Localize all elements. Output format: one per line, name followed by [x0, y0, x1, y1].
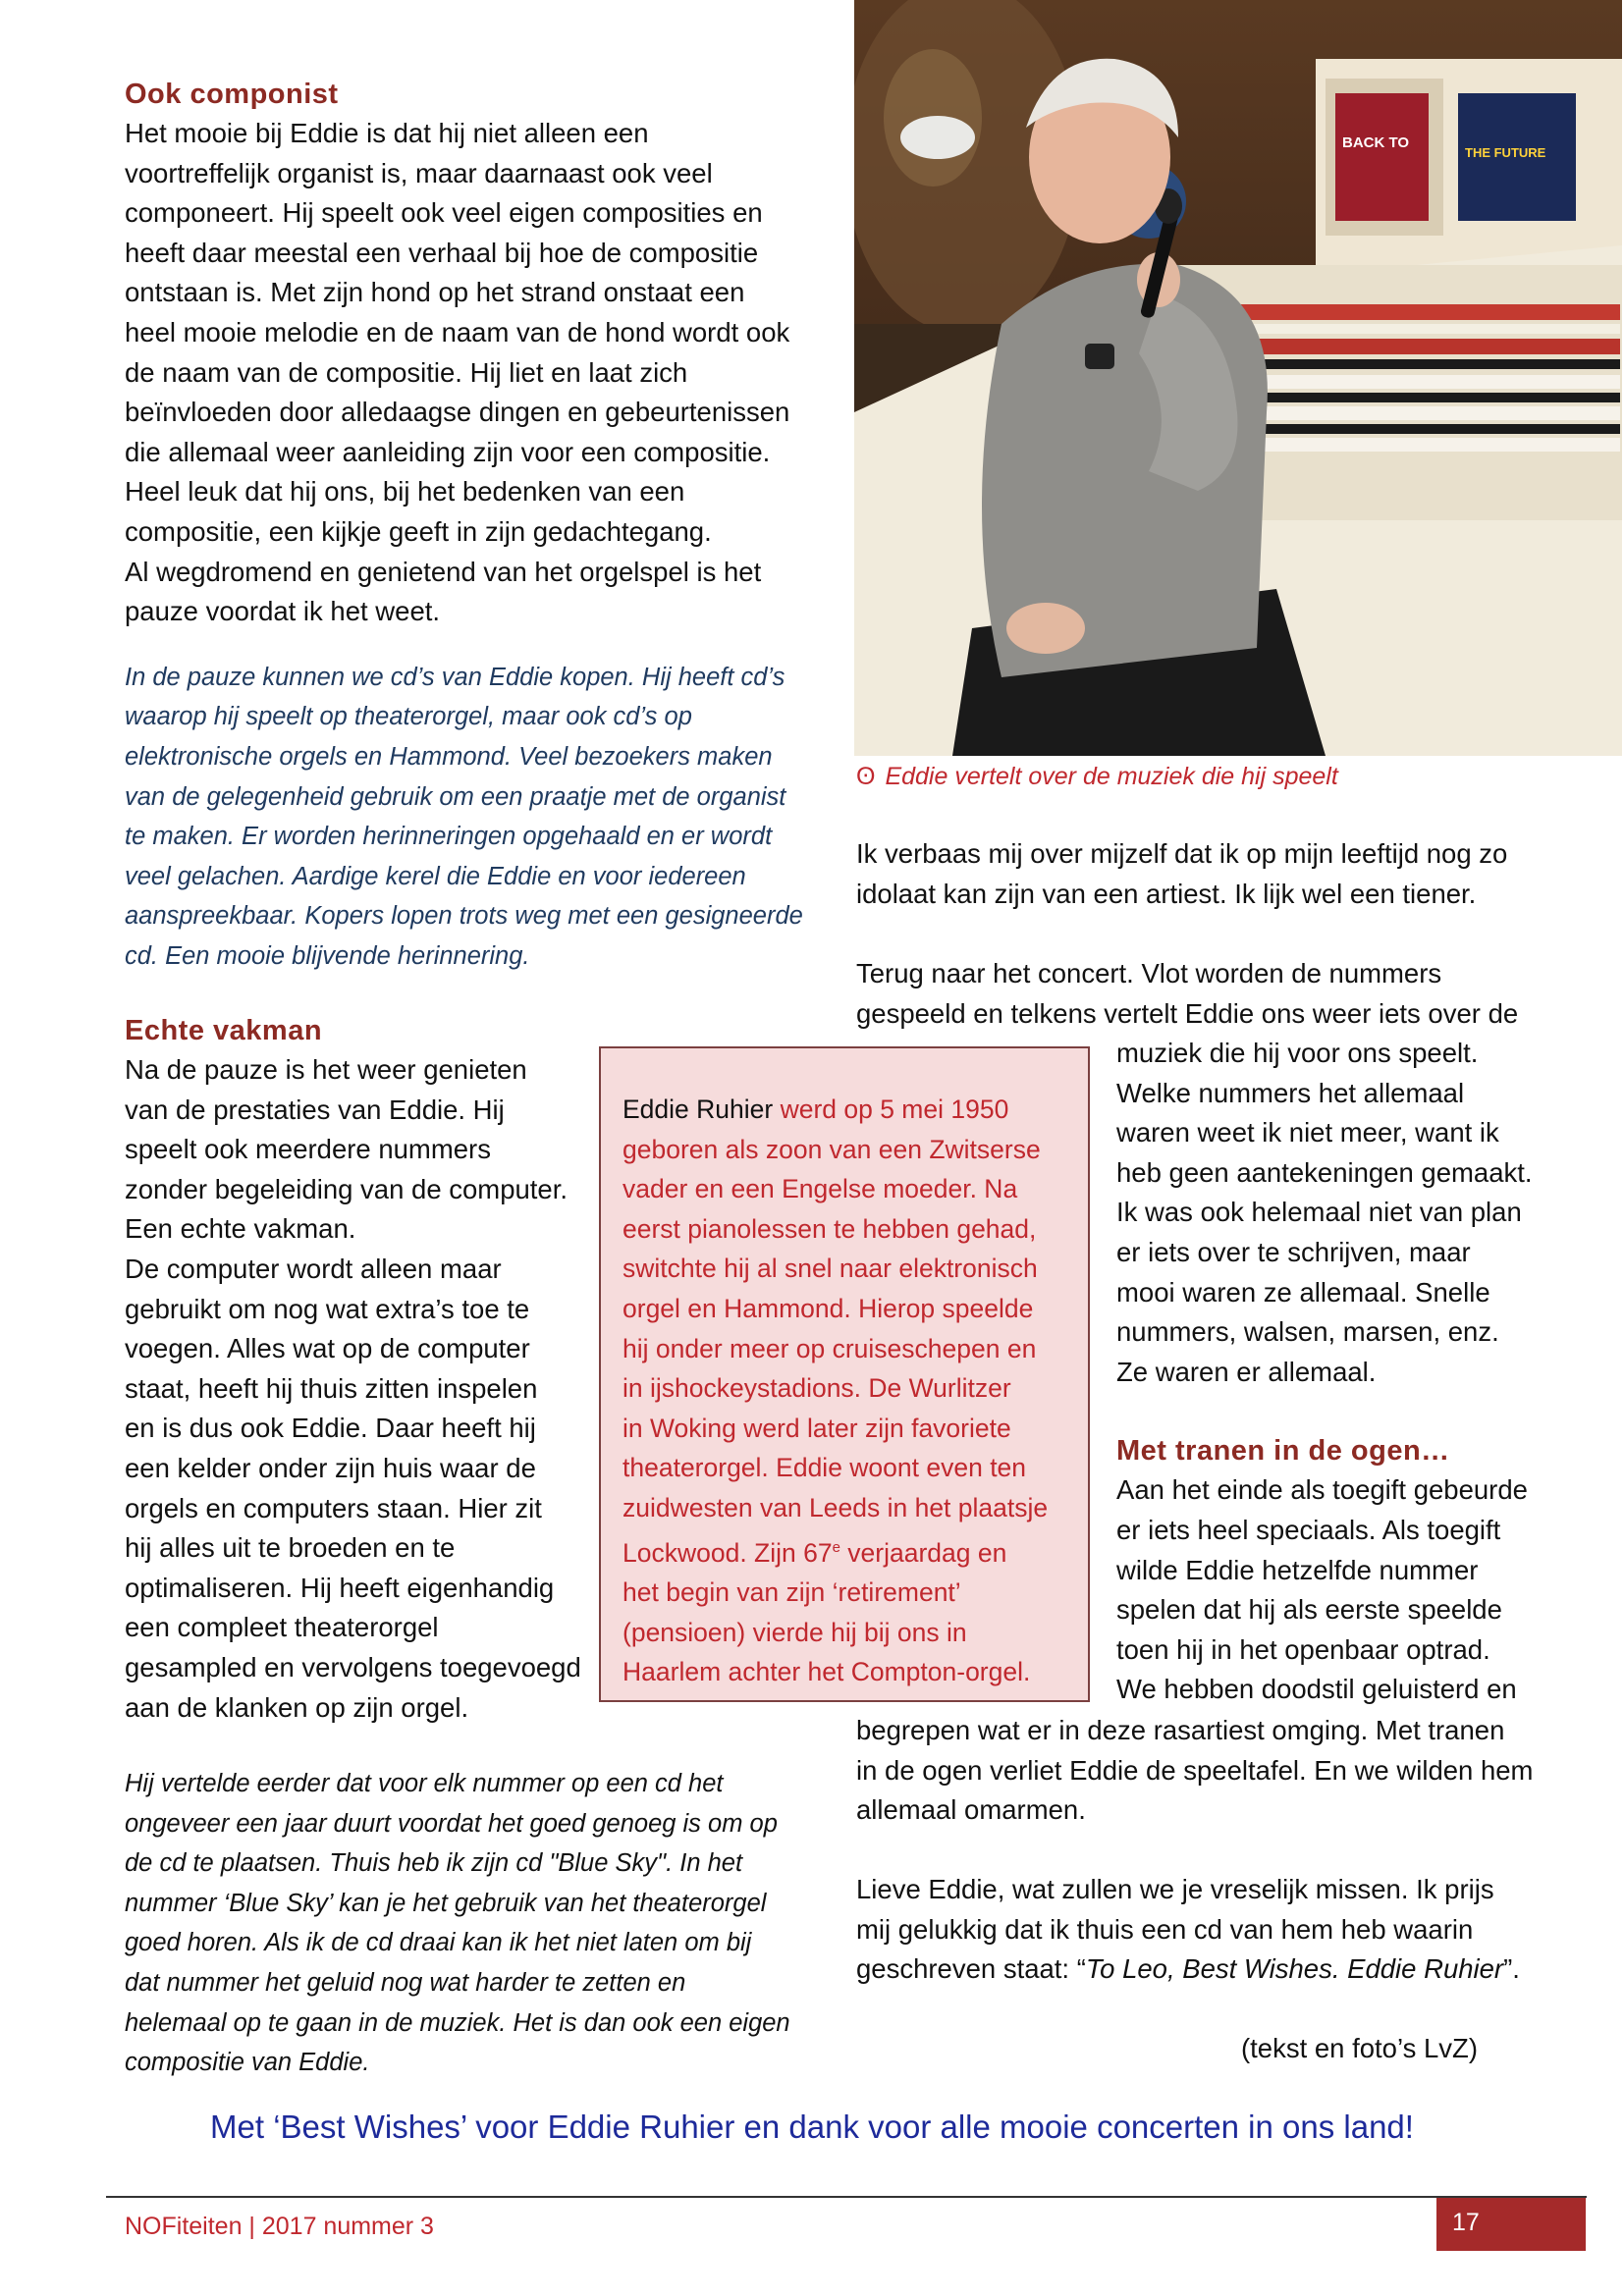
text-line: idolaat kan zijn van een artiest. Ik lijk wel een tiener. [856, 878, 1477, 909]
text-line: in de ogen verliet Eddie de speeltafel. En we wilden hem [856, 1754, 1534, 1786]
caption-icon: ʘ [856, 763, 876, 790]
right-para-2-narrow [1116, 1034, 1568, 1710]
section-echte-vakman [125, 1011, 586, 1728]
italic-line: te maken. Er worden herinneringen opgehaald en er wordt [125, 823, 773, 851]
text-line: aan de klanken op zijn orgel. [125, 1691, 469, 1723]
text-line: Lieve Eddie, wat zullen we je vreselijk missen. Ik prijs [856, 1874, 1494, 1904]
text-line: optimaliseren. Hij heeft eigenhandig [125, 1572, 555, 1603]
italic-line: nummer ‘Blue Sky’ kan je het gebruik van het theaterorgel [125, 1889, 767, 1917]
text-line: beïnvloeden door alledaagse dingen en gebeurtenissen [125, 397, 790, 428]
sidebar-line: geboren als zoon van een Zwitserse [623, 1134, 1041, 1164]
text-line: compositie, een kijkje geeft in zijn gedachtegang. [125, 515, 712, 547]
text-fragment: geschreven staat: “ [856, 1953, 1086, 1985]
text-line: en is dus ook Eddie. Daar heeft hij [125, 1413, 536, 1444]
italic-line: ongeveer een jaar duurt voordat het goed genoeg is om op [125, 1809, 778, 1838]
text-line: toen hij in het openbaar optrad. [1116, 1633, 1490, 1665]
italic-line: cd. Een mooie blijvende herinnering. [125, 941, 530, 970]
sidebar-line: verjaardag en [839, 1537, 1007, 1568]
text-line: ontstaan is. Met zijn hond op het strand onstaat een [125, 277, 745, 308]
text-line: hij alles uit te broeden en te [125, 1532, 456, 1564]
sidebar-line: het begin van zijn ‘retirement’ [623, 1576, 961, 1607]
text-line: allemaal omarmen. [856, 1794, 1086, 1826]
signature-quote: To Leo, Best Wishes. Eddie Ruhier [1085, 1953, 1504, 1985]
section2-italic-paragraph [125, 1764, 832, 2083]
text-line: van de prestaties van Eddie. Hij [125, 1094, 505, 1125]
text-line: Een echte vakman. [125, 1213, 356, 1245]
text-line: mooi waren ze allemaal. Snelle [1116, 1276, 1490, 1308]
text-line: heel mooie melodie en de naam van de hond wordt ook [125, 316, 790, 347]
sidebar-line: eerst pianolessen te hebben gehad, [623, 1213, 1037, 1244]
sidebar-line: switchte hij al snel naar elektronisch [623, 1254, 1038, 1284]
text-line: spelen dat hij als eerste speelde [1116, 1594, 1502, 1626]
text-line: staat, heeft hij thuis zitten inspelen [125, 1372, 538, 1404]
italic-line: aanspreekbaar. Kopers lopen trots weg met een gesigneerde [125, 902, 803, 931]
text-line: muziek die hij voor ons speelt. [1116, 1038, 1479, 1068]
page-number: 17 [1436, 2198, 1586, 2251]
italic-line: van de gelegenheid gebruik om een praatje met de organist [125, 782, 786, 811]
italic-line: compositie van Eddie. [125, 2049, 370, 2077]
italic-line: waarop hij speelt op theaterorgel, maar ook cd’s op [125, 703, 692, 731]
italic-line: Hij vertelde eerder dat voor elk nummer op een cd het [125, 1770, 724, 1797]
text-line: gebruikt om nog wat extra’s toe te [125, 1293, 530, 1324]
text-line: Al wegdromend en genietend van het orgelspel is het [125, 556, 762, 587]
text-line: De computer wordt alleen maar [125, 1253, 502, 1284]
photo-caption [856, 760, 1338, 793]
text-line: Het mooie bij Eddie is dat hij niet alleen een [125, 118, 649, 148]
poster-text: THE FUTURE [1465, 145, 1546, 160]
text-line: zonder begeleiding van de computer. [125, 1173, 568, 1204]
italic-line: goed horen. Als ik de cd draai kan ik het niet laten om bij [125, 1929, 752, 1957]
text-line: Ze waren er allemaal. [1116, 1356, 1377, 1387]
text-line: de naam van de compositie. Hij liet en laat zich [125, 356, 688, 388]
text-line: Aan het einde als toegift gebeurde [1116, 1474, 1528, 1506]
text-line: wilde Eddie hetzelfde nummer [1116, 1554, 1479, 1585]
text-line: er iets over te schrijven, maar [1116, 1236, 1471, 1267]
italic-line: de cd te plaatsen. Thuis heb ik zijn cd "Blue Sky". In het [125, 1849, 743, 1878]
sidebar-line: orgel en Hammond. Hierop speelde [623, 1293, 1034, 1323]
closing-banner: Met ‘Best Wishes’ voor Eddie Ruhier en dank voor alle mooie concerten in ons land! [210, 2109, 1414, 2145]
text-line: Welke nummers het allemaal [1116, 1077, 1465, 1108]
poster-back-to-future [1335, 93, 1429, 221]
text-line: die allemaal weer aanleiding zijn voor een compositie. [125, 436, 771, 467]
right-para-2 [856, 954, 1563, 1034]
sidebar-line: (pensioen) vierde hij bij ons in [623, 1617, 967, 1647]
photo-eddie-speaking [854, 0, 1622, 756]
text-line: een kelder onder zijn huis waar de [125, 1452, 536, 1483]
right-para-3-wide [856, 1711, 1563, 1831]
text-line: voortreffelijk organist is, maar daarnaast ook veel [125, 157, 713, 188]
footer-divider [106, 2196, 1587, 2198]
section1-body [125, 114, 832, 632]
ordinal-superscript: e [832, 1538, 840, 1556]
sidebar-line: hij onder meer op cruiseschepen en [623, 1333, 1037, 1363]
caption-text: Eddie vertelt over de muziek die hij speelt [885, 763, 1338, 790]
sidebar-line: in Woking werd later zijn favoriete [623, 1413, 1011, 1443]
text-line: Terug naar het concert. Vlot worden de nummers [856, 958, 1442, 988]
heading-echte-vakman: Echte vakman [125, 1015, 323, 1046]
text-line: Na de pauze is het weer genieten [125, 1054, 527, 1085]
text-line: heb geen aantekeningen gemaakt. [1116, 1156, 1533, 1188]
section1-italic-paragraph [125, 658, 832, 977]
italic-line: elektronische orgels en Hammond. Veel bezoekers maken [125, 742, 773, 771]
text-fragment: ”. [1503, 1953, 1520, 1985]
text-line: gespeeld en telkens vertelt Eddie ons weer iets over de [856, 997, 1519, 1029]
text-line: mij gelukkig dat ik thuis een cd van hem heb waarin [856, 1913, 1474, 1945]
text-line: er iets heel speciaals. Als toegift [1116, 1514, 1501, 1545]
text-line: We hebben doodstil geluisterd en [1116, 1674, 1517, 1705]
text-line: een compleet theaterorgel [125, 1612, 439, 1643]
right-para-4 [856, 1870, 1563, 1990]
text-line: voegen. Alles wat op de computer [125, 1333, 530, 1364]
sidebar-line: werd op 5 mei 1950 [773, 1095, 1009, 1124]
text-line: nummers, walsen, marsen, enz. [1116, 1316, 1499, 1348]
text-line: speelt ook meerdere nummers [125, 1134, 491, 1165]
sidebar-line: Haarlem achter het Compton-orgel. [623, 1657, 1031, 1687]
sidebar-line: in ijshockeystadions. De Wurlitzer [623, 1373, 1011, 1404]
text-line [856, 1949, 1563, 1990]
text-line: orgels en computers staan. Hier zit [125, 1492, 542, 1523]
text-line: Ik was ook helemaal niet van plan [1116, 1197, 1522, 1228]
text-line: componeert. Hij speelt ook veel eigen composities en [125, 197, 763, 229]
heading-met-tranen: Met tranen in de ogen… [1116, 1435, 1450, 1468]
photo-illustration [854, 0, 1622, 756]
sidebar-line: theaterorgel. Eddie woont even ten [623, 1453, 1027, 1483]
italic-line: dat nummer het geluid nog wat harder te zetten en [125, 1968, 686, 1997]
italic-line: helemaal op te gaan in de muziek. Het is dan ook een eigen [125, 2008, 790, 2037]
biography-sidebar [599, 1046, 1090, 1702]
text-line: begrepen wat er in deze rasartiest omging. Met tranen [856, 1715, 1505, 1745]
heading-ook-componist: Ook componist [125, 79, 339, 110]
footer-publication: NOFiteiten | 2017 nummer 3 [125, 2213, 434, 2240]
text-line: waren weet ik niet meer, want ik [1116, 1117, 1499, 1148]
sidebar-name: Eddie Ruhier [623, 1095, 774, 1124]
text-line: pauze voordat ik het weet. [125, 596, 441, 627]
text-line: gesampled en vervolgens toegevoegd [125, 1651, 581, 1682]
italic-line: In de pauze kunnen we cd’s van Eddie kopen. Hij heeft cd’s [125, 663, 785, 691]
sidebar-line: zuidwesten van Leeds in het plaatsje [623, 1492, 1049, 1522]
italic-line: veel gelachen. Aardige kerel die Eddie en voor iedereen [125, 862, 746, 890]
photo-credit: (tekst en foto’s LvZ) [1241, 2033, 1478, 2063]
right-para-1 [856, 834, 1563, 914]
text-line: heeft daar meestal een verhaal bij hoe de compositie [125, 237, 759, 268]
text-line: Heel leuk dat hij ons, bij het bedenken van een [125, 476, 685, 507]
sidebar-line: vader en een Engelse moeder. Na [623, 1174, 1018, 1204]
section-ook-componist [125, 75, 832, 976]
sidebar-line: Lockwood. Zijn 67 [623, 1537, 833, 1568]
poster-text: BACK TO [1342, 134, 1410, 151]
text-line: Ik verbaas mij over mijzelf dat ik op mijn leeftijd nog zo [856, 838, 1508, 869]
